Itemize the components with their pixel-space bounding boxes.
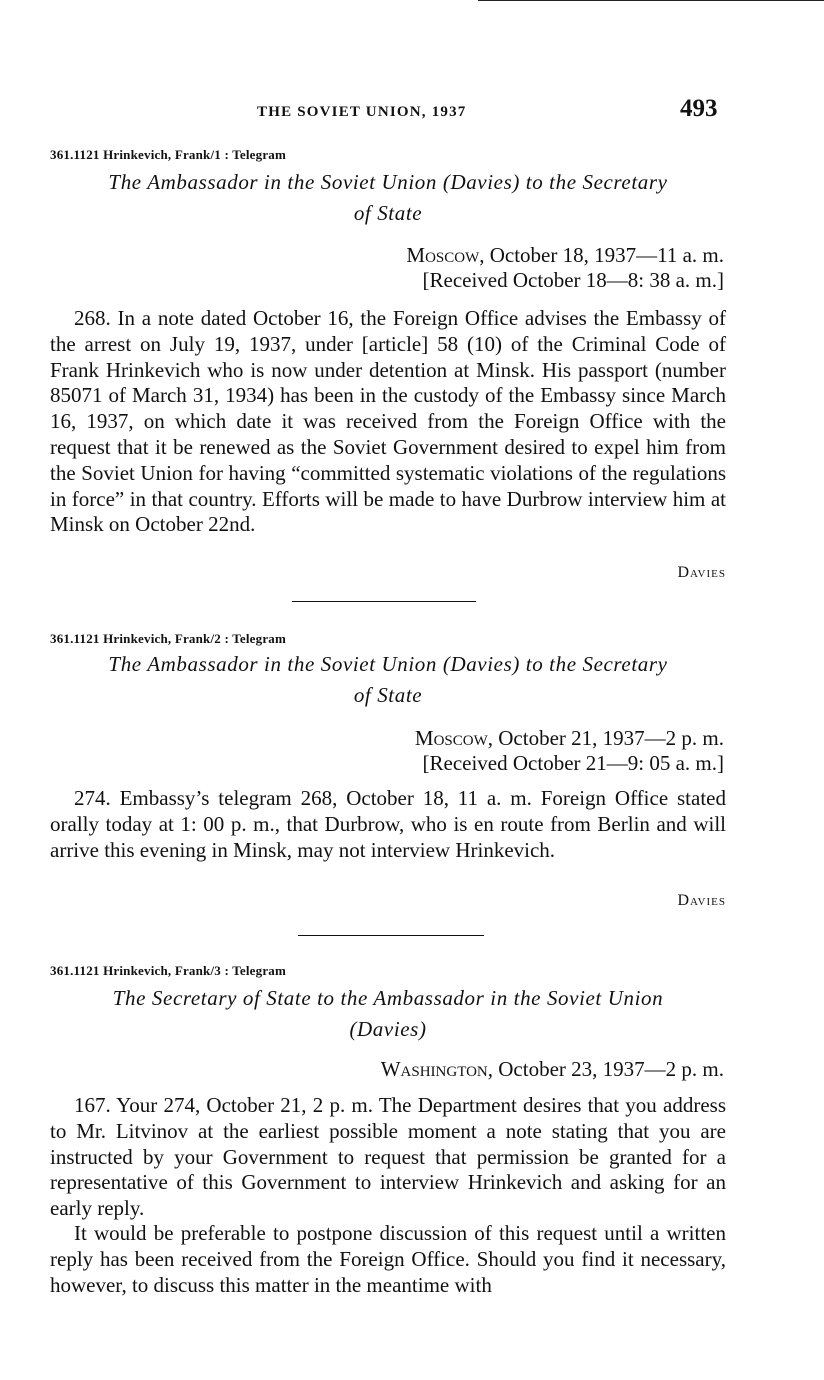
dateline-place: Washington bbox=[380, 1057, 488, 1081]
heading-line: (Davies) bbox=[349, 1017, 427, 1041]
running-head: THE SOVIET UNION, 1937 bbox=[257, 104, 467, 120]
top-rule bbox=[478, 0, 824, 1]
heading-line: of State bbox=[353, 683, 423, 707]
signature: Davies bbox=[677, 564, 726, 581]
telegram-body: 167. Your 274, October 21, 2 p. m. The Department desires that you address to Mr. Litvinov at the earliest possible moment a note stating that you are instructed by your Government to request that permission be granted for a representative of this Government to interview Hrinkevich and asking for an early reply. bbox=[50, 1093, 726, 1221]
telegram-body: It would be preferable to postpone discussion of this request until a written reply has been received from the Foreign Office. Should you find it necessary, however, to discuss this matter in the meantime with bbox=[50, 1221, 726, 1297]
dateline bbox=[381, 1057, 724, 1082]
signature: Davies bbox=[677, 892, 726, 909]
dateline-date: , October 18, 1937—11 a. m. bbox=[479, 243, 724, 267]
file-reference: 361.1121 Hrinkevich, Frank/3 : Telegram bbox=[50, 963, 287, 978]
telegram-body: 274. Embassy’s telegram 268, October 18, 11 a. m. Foreign Office stated orally today at 1: 00 p. m., that Durbrow, who is en route from Berlin and will arrive this evening in Minsk, may not interview Hrinkevich. bbox=[50, 786, 726, 862]
dateline bbox=[415, 726, 724, 776]
telegram-heading bbox=[48, 167, 728, 229]
telegram-heading bbox=[48, 649, 728, 711]
file-reference: 361.1121 Hrinkevich, Frank/1 : Telegram bbox=[50, 147, 287, 162]
section-divider bbox=[292, 601, 476, 602]
heading-line: The Ambassador in the Soviet Union (Davies) to the Secretary bbox=[108, 170, 668, 194]
dateline bbox=[406, 243, 724, 293]
received-line: [Received October 18—8: 38 a. m.] bbox=[422, 268, 724, 292]
section-divider bbox=[298, 935, 484, 936]
dateline-date: , October 23, 1937—2 p. m. bbox=[487, 1057, 724, 1081]
file-reference: 361.1121 Hrinkevich, Frank/2 : Telegram bbox=[50, 631, 287, 646]
dateline-date: , October 21, 1937—2 p. m. bbox=[487, 726, 724, 750]
received-line: [Received October 21—9: 05 a. m.] bbox=[422, 751, 724, 775]
dateline-place: Moscow bbox=[414, 726, 488, 750]
heading-line: The Secretary of State to the Ambassador in the Soviet Union bbox=[112, 986, 664, 1010]
telegram-body: 268. In a note dated October 16, the Foreign Office advises the Embassy of the arrest on July 19, 1937, under [article] 58 (10) of the Criminal Code of Frank Hrinkevich who is now under detention at Minsk. His passport (number 85071 of March 31, 1934) has been in the custody of the Embassy since March 16, 1937, on which date it was received from the Foreign Office with the request that it be renewed as the Soviet Government desired to expel him from the Soviet Union for having “committed systematic violations of the regulations in force” in that country. Efforts will be made to have Durbrow interview him at Minsk on October 22nd. bbox=[50, 306, 726, 537]
heading-line: The Ambassador in the Soviet Union (Davies) to the Secretary bbox=[108, 652, 668, 676]
telegram-heading bbox=[48, 983, 728, 1045]
heading-line: of State bbox=[353, 201, 423, 225]
dateline-place: Moscow bbox=[406, 243, 480, 267]
page-number: 493 bbox=[680, 95, 718, 122]
